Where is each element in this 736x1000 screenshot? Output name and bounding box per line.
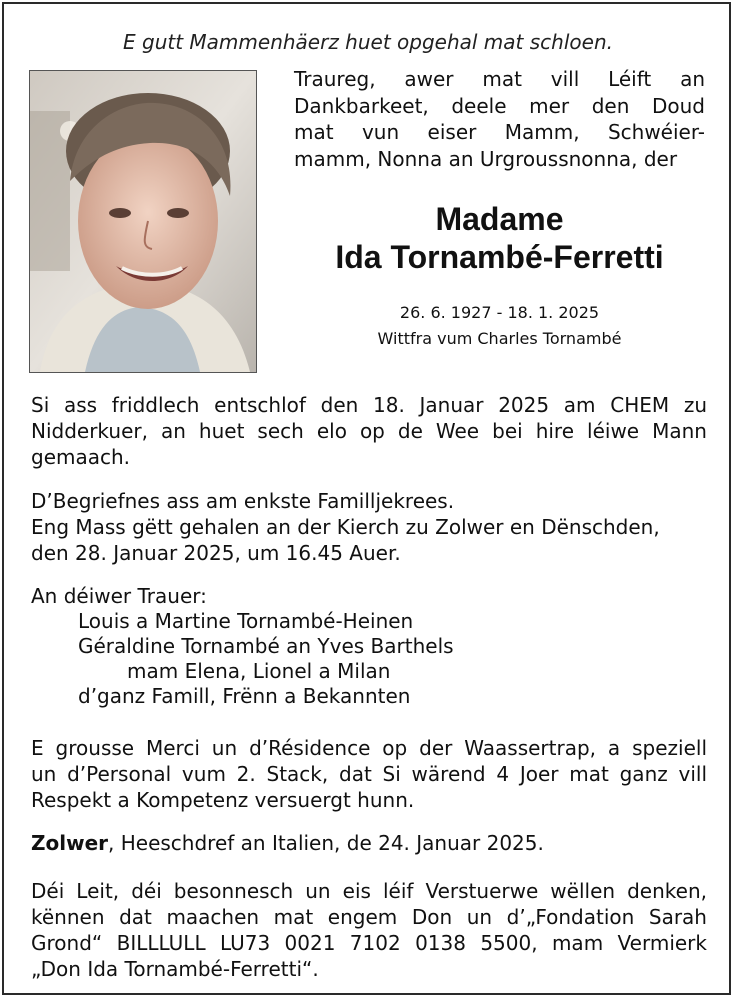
- mourner-line: Géraldine Tornambé an Yves Barthels: [78, 634, 454, 658]
- intro-line: mat vun eiser Mamm, Schwéier-: [294, 120, 705, 144]
- deceased-name: Ida Tornambé-Ferretti: [335, 239, 664, 275]
- mourners-list: [31, 584, 707, 709]
- intro-line: Dankbarkeet, deele mer den Doud: [294, 93, 705, 118]
- widow-of: Wittfra vum Charles Tornambé: [377, 329, 622, 348]
- place-town: Zolwer: [31, 831, 109, 855]
- death-paragraph: [31, 392, 707, 470]
- paragraph-line: Si ass friddlech entschlof den 18. Januar 2025 am CHEM zu: [31, 393, 707, 417]
- paragraph-line: gemaach.: [31, 445, 131, 469]
- motto: E gutt Mammenhäerz huet opgehal mat schloen.: [123, 30, 613, 54]
- paragraph-line: Eng Mass gëtt gehalen an der Kierch zu Zolwer en Dënschden,: [31, 515, 660, 539]
- paragraph-line: un d’Personal vum 2. Stack, dat Si wärend 4 Joer mat ganz vill: [31, 762, 707, 786]
- grandchildren-line: mam Elena, Lionel a Milan: [127, 659, 391, 683]
- mourners-heading: An déiwer Trauer:: [31, 584, 207, 608]
- portrait-photo: [29, 70, 257, 373]
- intro-text: [294, 66, 705, 172]
- honorific: Madame: [435, 201, 564, 237]
- intro-line: Traureg, awer mat vill Léift an: [294, 67, 705, 91]
- paragraph-line: Nidderkuer, an huet sech elo op de Wee bei hire léiwe Mann: [31, 419, 707, 443]
- paragraph-line: Déi Leit, déi besonnesch un eis léif Verstuerwe wëllen denken,: [31, 879, 707, 903]
- place-date-line: [31, 830, 544, 856]
- paragraph-line: Respekt a Kompetenz versuergt hunn.: [31, 788, 415, 812]
- donation-paragraph: [31, 878, 707, 982]
- paragraph-line: Grond“ BILLLULL LU73 0021 7102 0138 5500, mam Vermierk: [31, 931, 707, 955]
- paragraph-line: „Don Ida Tornambé-Ferretti“.: [31, 957, 319, 981]
- funeral-paragraph: [31, 488, 707, 566]
- paragraph-line: E grousse Merci un d’Résidence op der Waassertrap, a speziell: [31, 736, 707, 760]
- paragraph-line: kënnen dat maachen mat engem Don un d’„Fondation Sarah: [31, 905, 707, 929]
- mourner-line: Louis a Martine Tornambé-Heinen: [78, 609, 414, 633]
- life-dates: 26. 6. 1927 - 18. 1. 2025: [399, 303, 600, 322]
- mourner-closing-line: d’ganz Famill, Frënn a Bekannten: [78, 684, 411, 708]
- paragraph-line: D’Begriefnes ass am enkste Familljekrees.: [31, 489, 455, 513]
- place-rest: , Heeschdref an Italien, de 24. Januar 2025.: [108, 831, 544, 855]
- deceased-name-block: [294, 200, 705, 276]
- thanks-paragraph: [31, 735, 707, 813]
- portrait-photo-icon: [30, 71, 256, 372]
- paragraph-line: den 28. Januar 2025, um 16.45 Auer.: [31, 541, 401, 565]
- life-dates-block: [294, 300, 705, 352]
- intro-line: mamm, Nonna an Urgroussnonna, der: [294, 146, 678, 171]
